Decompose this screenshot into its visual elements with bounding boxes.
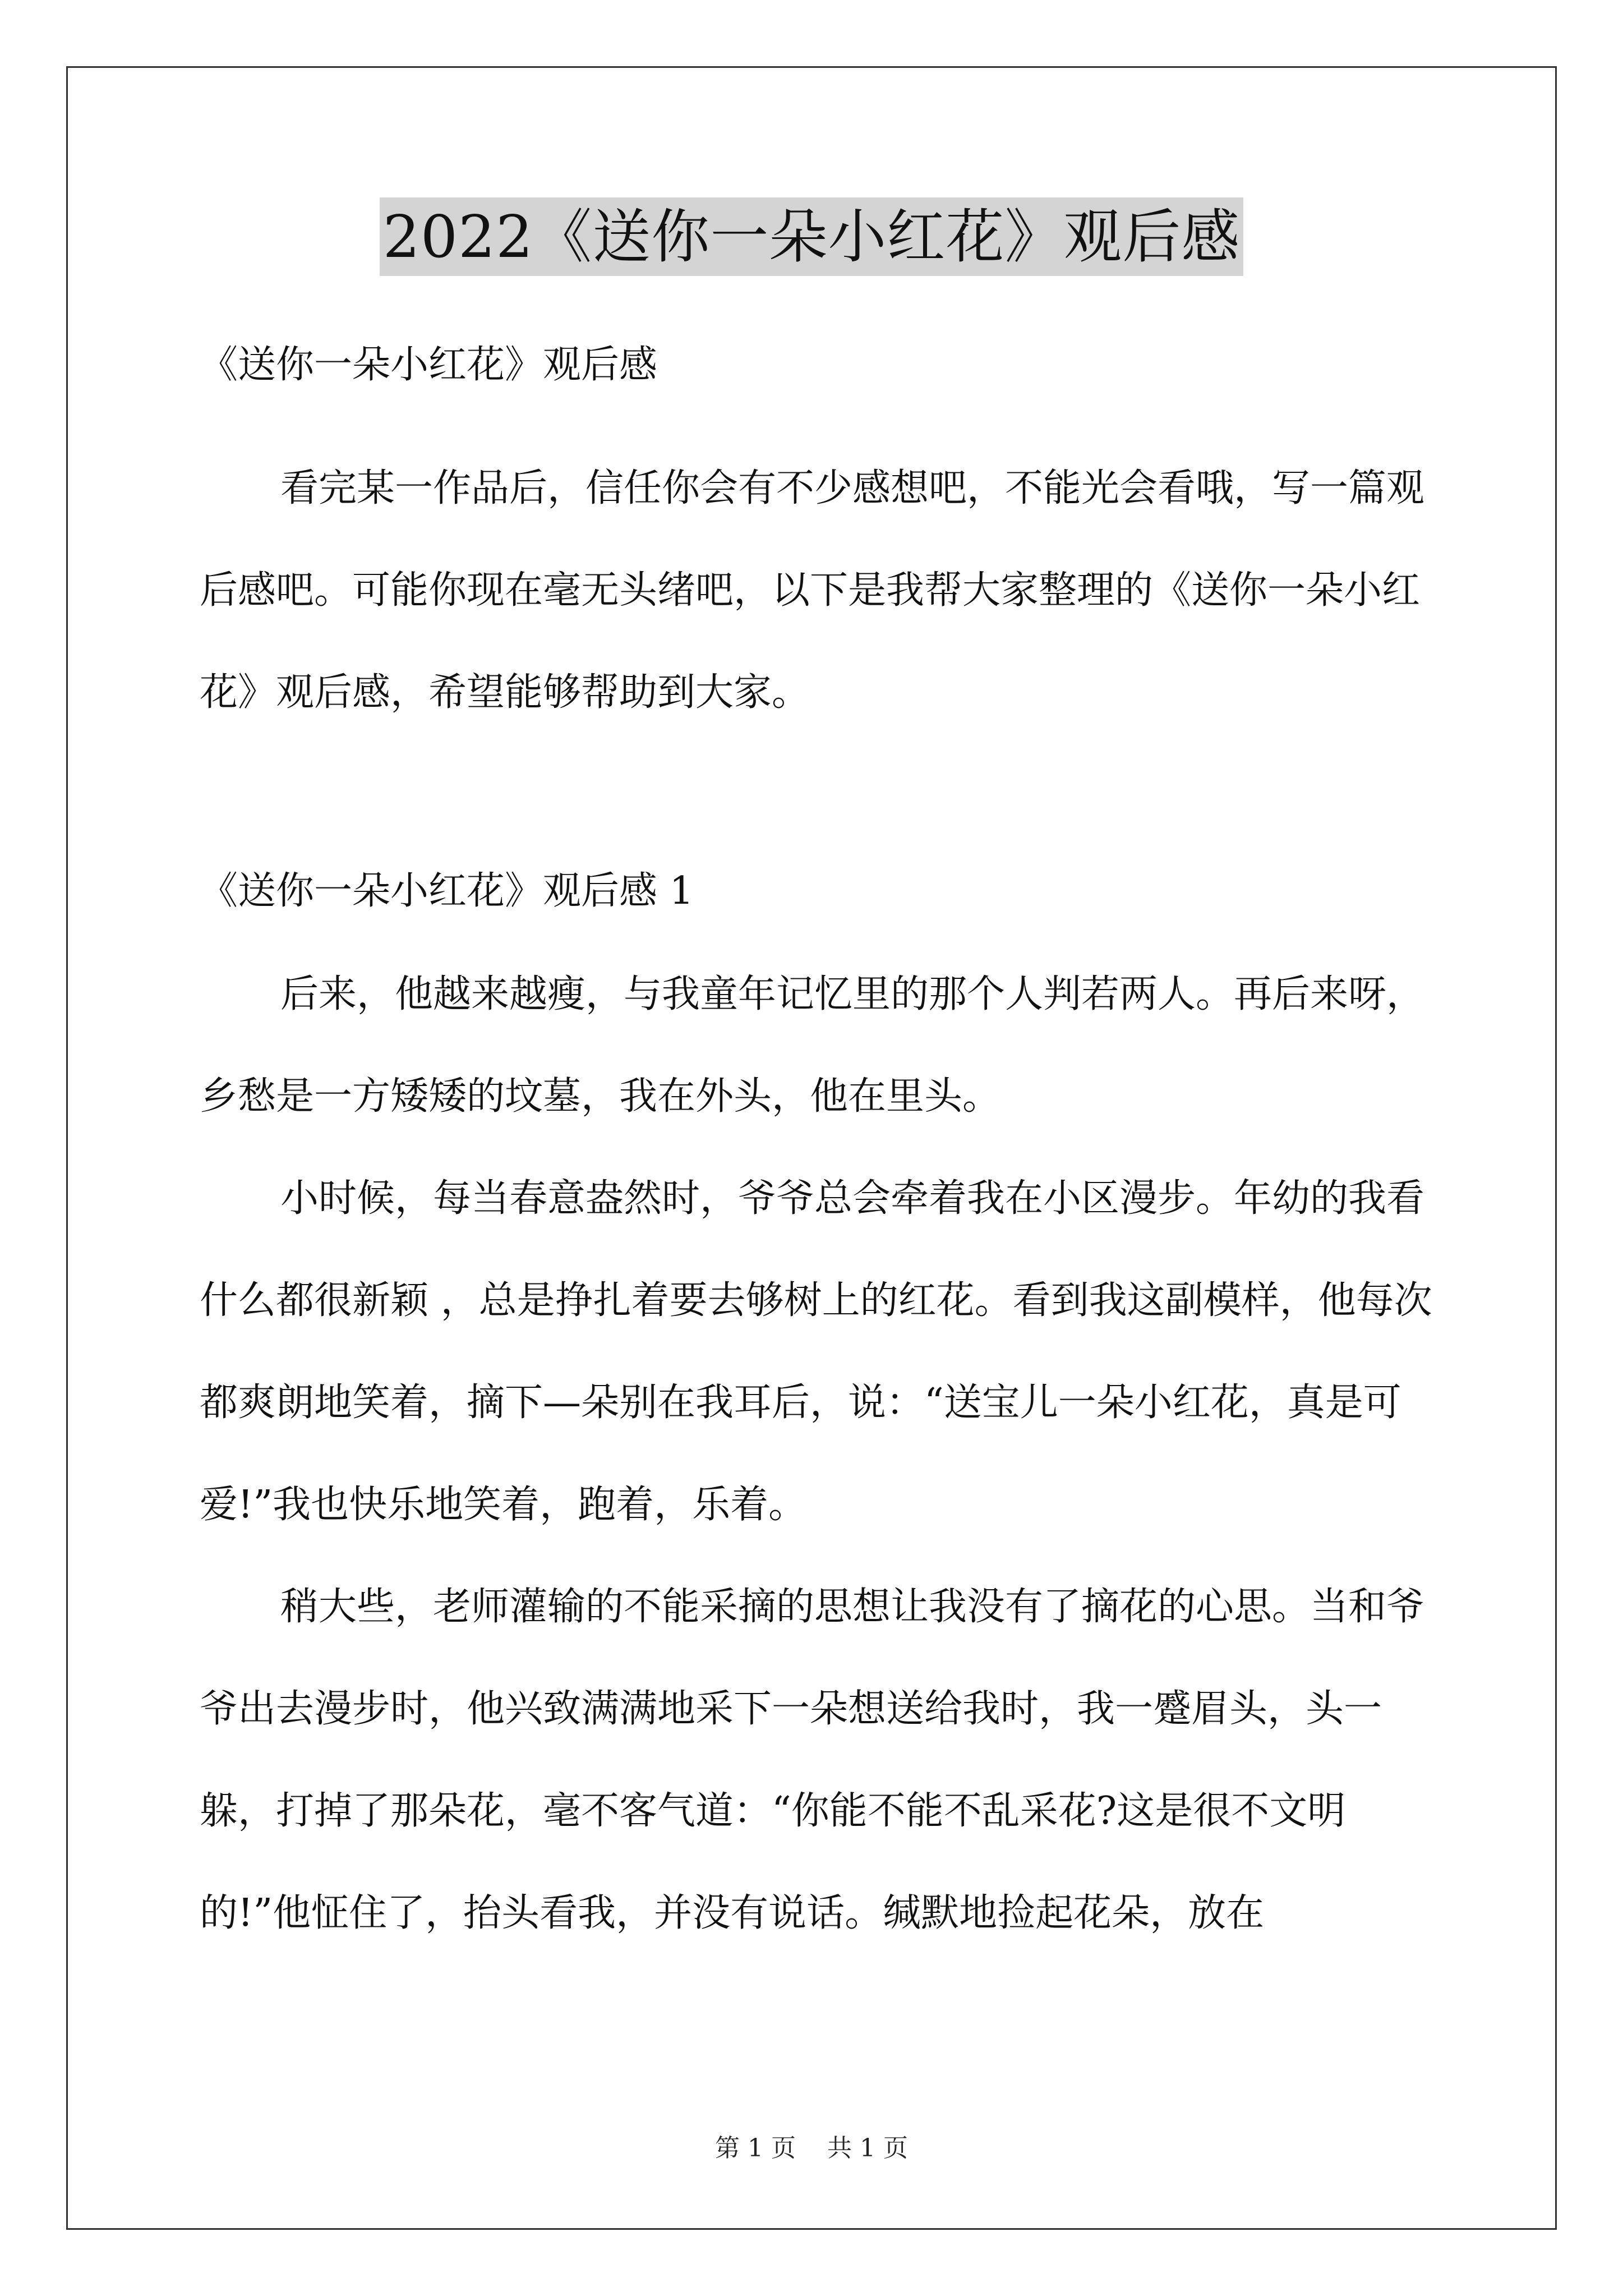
title-container: [0, 197, 1623, 276]
intro-paragraph: 看完某一作品后，信任你会有不少感想吧，不能光会看哦，写一篇观后感吧。可能你现在毫无头绪吧，以下是我帮大家整理的《送你一朵小红花》观后感，希望能够帮助到大家。: [200, 466, 1425, 715]
section-1-paragraph: 小时候，每当春意盎然时，爷爷总会牵着我在小区漫步。年幼的我看什么都很新颖 ，总是挣扎着要去够树上的红花。看到我这副模样，他每次都爽朗地笑着，摘下—朵别在我耳后，说：“送宝儿一朵小红花，真是可爱!”我也快乐地笑着，跑着，乐着。: [200, 1176, 1432, 1527]
subtitle: 《送你一朵小红花》观后感: [200, 343, 658, 387]
section-1-paragraph: 后来，他越来越瘦，与我童年记忆里的那个人判若两人。再后来呀，乡愁是一方矮矮的坟墓，我在外头，他在里头。: [200, 972, 1425, 1119]
section-1-paragraph: 稍大些，老师灌输的不能采摘的思想让我没有了摘花的心思。当和爷爷出去漫步时，他兴致满满地采下一朵想送给我时，我一蹙眉头，头一躲，打掉了那朵花，毫不客气道：“你能不能不乱采花?这是很不文明的!”他怔住了，抬头看我，并没有说话。缄默地捡起花朵，放在: [200, 1585, 1425, 1935]
page-total: 共 1 页: [827, 2134, 908, 2162]
page-footer: [0, 2132, 1623, 2165]
document-body: [200, 314, 1433, 1964]
page-number: 第 1 页: [715, 2134, 796, 2162]
document-title: 2022《送你一朵小红花》观后感: [380, 197, 1244, 276]
section-1-heading: 《送你一朵小红花》观后感 1: [200, 869, 694, 913]
